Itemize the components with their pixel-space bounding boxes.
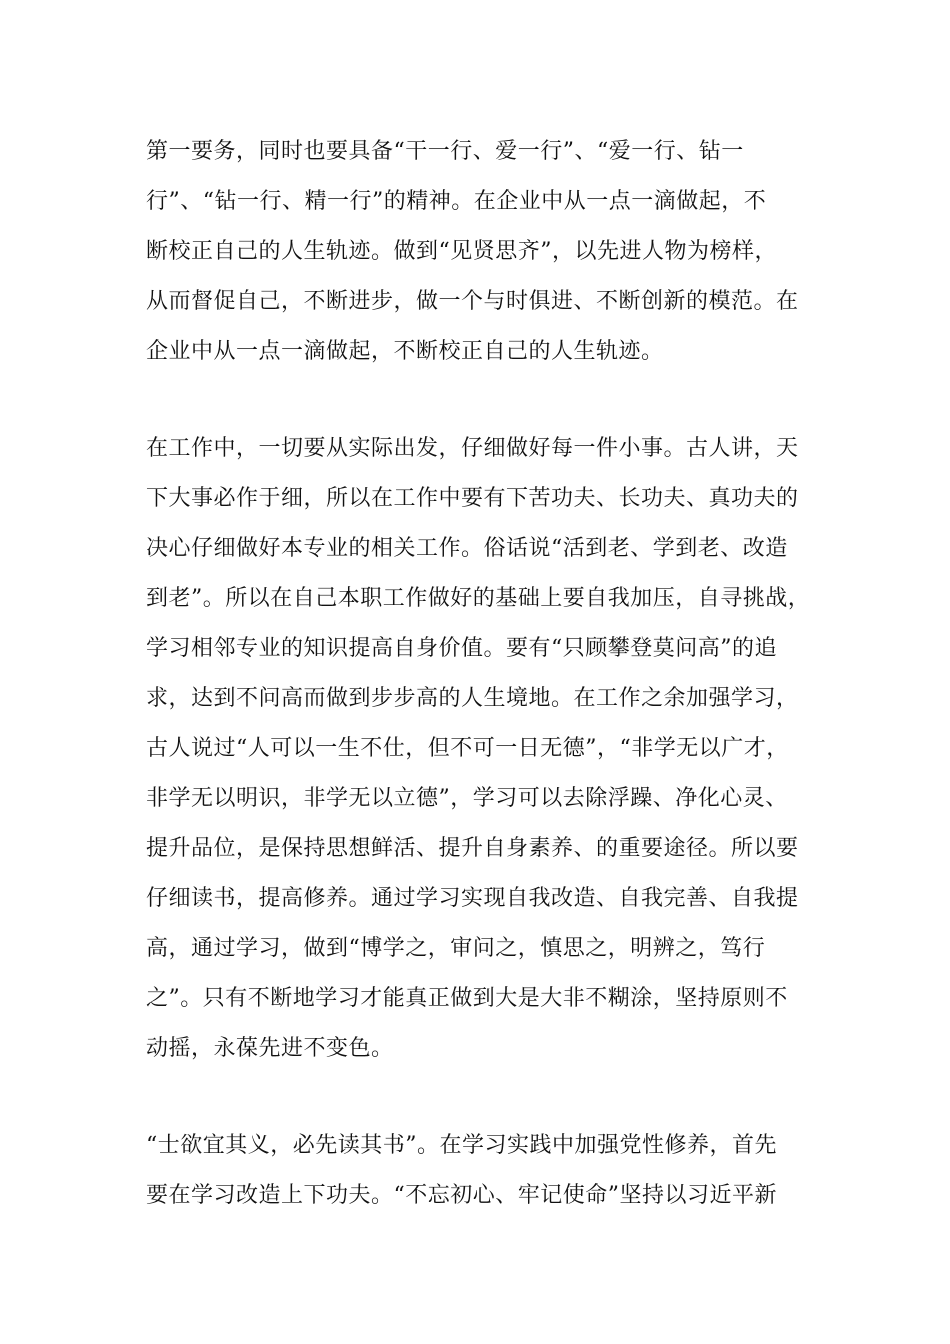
text-line: 到老”。所以在自己本职工作做好的基础上要自我加压，自寻挑战，	[146, 586, 811, 611]
text-line: 下大事必作于细，所以在工作中要有下苦功夫、长功夫、真功夫的	[146, 486, 799, 511]
paragraph-2	[146, 424, 826, 1074]
text-line: 第一要务，同时也要具备“干一行、爱一行”、“爱一行、钻一	[146, 139, 744, 164]
text-line: 从而督促自己，不断进步，做一个与时俱进、不断创新的模范。在	[146, 289, 799, 314]
text-line: 求，达到不问高而做到步步高的人生境地。在工作之余加强学习，	[146, 686, 799, 711]
paragraph-1	[146, 127, 826, 377]
text-line: 行”、“钻一行、精一行”的精神。在企业中从一点一滴做起，不	[146, 189, 767, 214]
text-line: 企业中从一点一滴做起，不断校正自己的人生轨迹。	[146, 339, 664, 364]
text-line: 在工作中，一切要从实际出发，仔细做好每一件小事。古人讲，天	[146, 436, 799, 461]
paragraph-3	[146, 1121, 826, 1221]
text-line: 学习相邻专业的知识提高自身价值。要有“只顾攀登莫问高”的追	[146, 636, 777, 661]
text-line: 提升品位，是保持思想鲜活、提升自身素养、的重要途径。所以要	[146, 836, 799, 861]
text-line: 动摇，永葆先进不变色。	[146, 1036, 394, 1061]
text-line: 决心仔细做好本专业的相关工作。俗话说“活到老、学到老、改造	[146, 536, 788, 561]
text-line: 古人说过“人可以一生不仕，但不可一日无德”，“非学无以广才，	[146, 736, 789, 761]
text-line: 要在学习改造上下功夫。“不忘初心、牢记使命”坚持以习近平新	[146, 1183, 777, 1208]
text-line: 非学无以明识，非学无以立德”，学习可以去除浮躁、净化心灵、	[146, 786, 788, 811]
text-line: 高，通过学习，做到“博学之，审问之，慎思之，明辨之，笃行	[146, 936, 766, 961]
text-line: 断校正自己的人生轨迹。做到“见贤思齐”，以先进人物为榜样，	[146, 239, 777, 264]
text-line: 之”。只有不断地学习才能真正做到大是大非不糊涂，坚持原则不	[146, 986, 788, 1011]
text-line: 仔细读书，提高修养。通过学习实现自我改造、自我完善、自我提	[146, 886, 799, 911]
text-line: “士欲宜其义，必先读其书”。在学习实践中加强党性修养，首先	[146, 1133, 777, 1158]
